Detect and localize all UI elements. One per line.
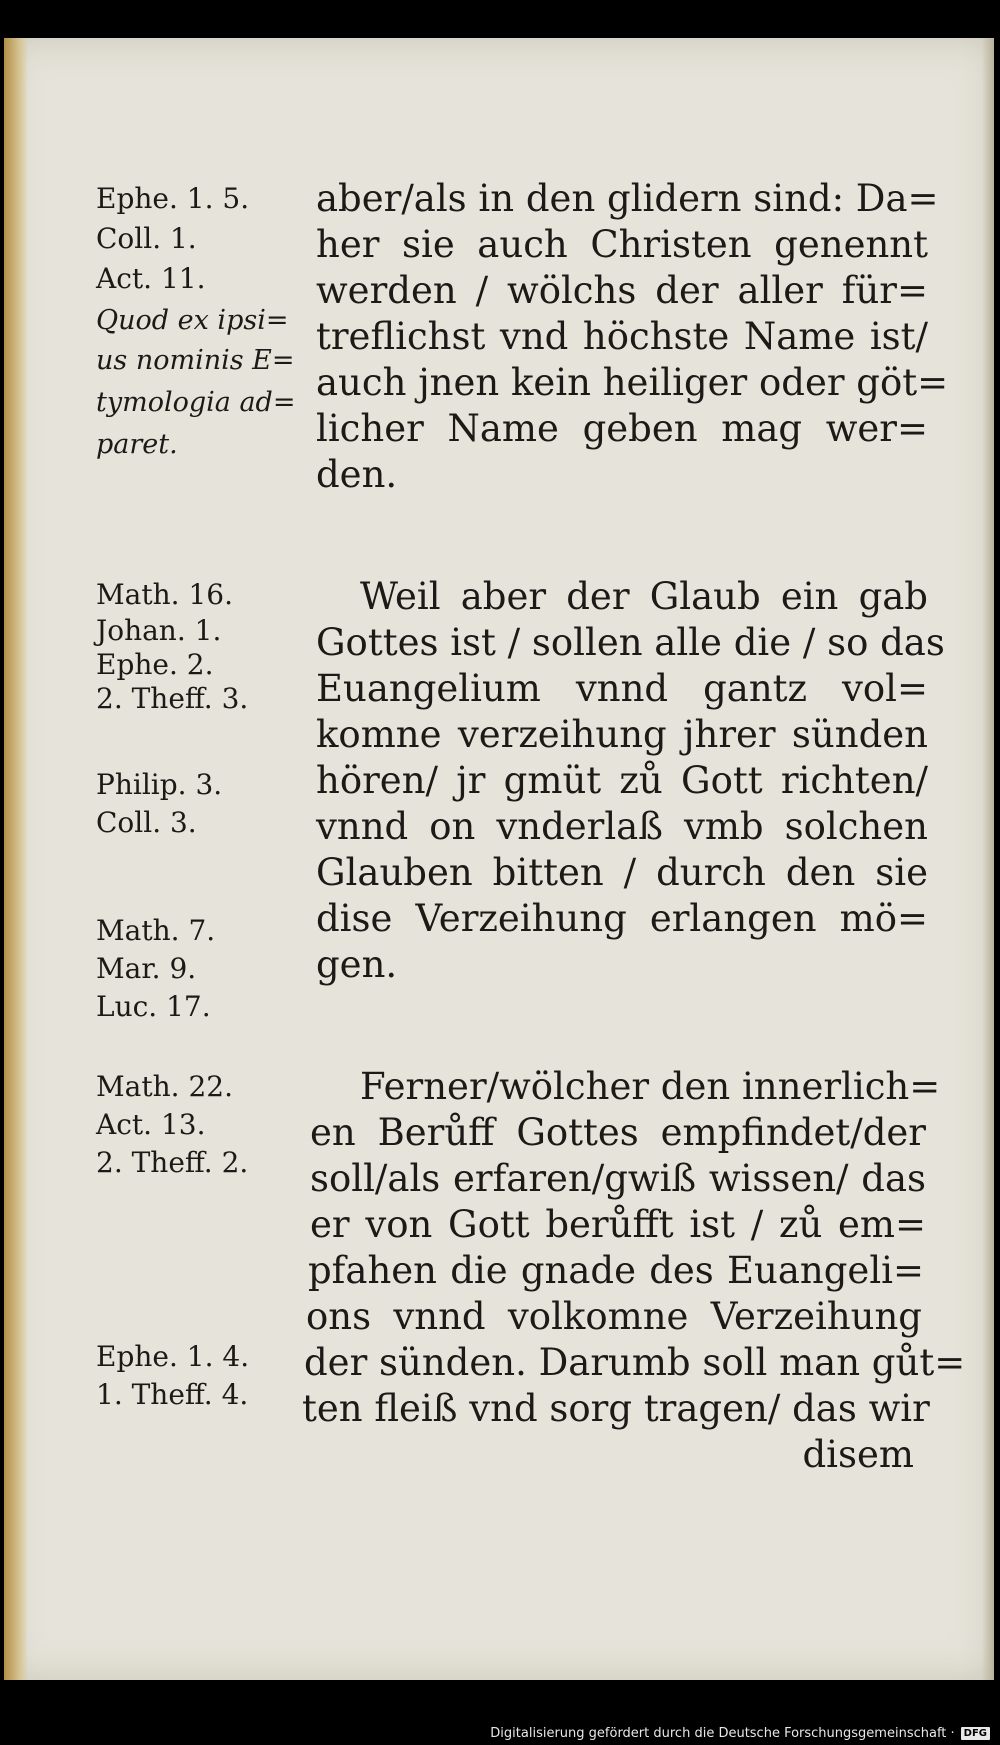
margin-note: Ephe. 1. 5. xyxy=(96,182,250,215)
text-line: soll/als erfaren/gwiß wissen/ das xyxy=(310,1157,926,1200)
text-line: Gottes ist / sollen alle die / so das xyxy=(316,621,945,664)
footer-credit-text: Digitalisierung gefördert durch die Deutsche Forschungsgemeinschaft · xyxy=(490,1726,955,1741)
margin-note: Johan. 1. xyxy=(96,614,222,647)
text-line: Ferner/wölcher den innerlich= xyxy=(360,1065,941,1108)
margin-note: Quod ex ipsi= xyxy=(96,305,289,336)
dfg-logo-icon: DFG xyxy=(961,1727,990,1740)
text-line: hören/ jr gmüt zů Gott richten/ xyxy=(316,759,928,802)
margin-note: Math. 16. xyxy=(96,578,233,611)
text-line: licher Name geben mag wer= xyxy=(316,407,928,450)
margin-note: tymologia ad= xyxy=(96,387,296,418)
margin-note: Act. 11. xyxy=(96,262,206,295)
margin-note: Math. 7. xyxy=(96,914,216,947)
margin-note: Math. 22. xyxy=(96,1070,233,1103)
margin-note: paret. xyxy=(96,429,178,460)
text-line: komne verzeihung jhrer sünden xyxy=(316,713,928,756)
margin-note: Philip. 3. xyxy=(96,768,223,801)
digitization-footer xyxy=(490,1726,990,1741)
margin-note: us nominis E= xyxy=(96,345,295,376)
margin-note: Coll. 1. xyxy=(96,222,197,255)
margin-note: Ephe. 1. 4. xyxy=(96,1340,250,1373)
margin-note: Act. 13. xyxy=(96,1108,206,1141)
margin-note: Ephe. 2. xyxy=(96,648,214,681)
margin-note: 2. Theff. 3. xyxy=(96,682,249,715)
text-line: werden / wölchs der aller für= xyxy=(316,269,928,312)
text-line: her sie auch Christen genennt xyxy=(316,223,928,266)
text-line: Glauben bitten / durch den sie xyxy=(316,851,928,894)
text-line: den. xyxy=(316,453,398,496)
book-page xyxy=(4,38,994,1680)
catchword: disem xyxy=(802,1433,914,1476)
margin-note: Mar. 9. xyxy=(96,952,197,985)
margin-note: Luc. 17. xyxy=(96,990,211,1023)
text-line: der sünden. Darumb soll man gůt= xyxy=(304,1341,966,1384)
page-edge-shadow xyxy=(982,38,994,1680)
text-line: en Berůff Gottes empfindet/der xyxy=(310,1111,926,1154)
margin-note: 1. Theff. 4. xyxy=(96,1378,249,1411)
text-line: auch jnen kein heiliger oder göt= xyxy=(316,361,949,404)
text-line: gen. xyxy=(316,943,398,986)
text-line: treflichst vnd höchste Name ist/ xyxy=(316,315,928,358)
margin-note: 2. Theff. 2. xyxy=(96,1146,249,1179)
margin-note: Coll. 3. xyxy=(96,806,197,839)
text-line: vnnd on vnderlaß vmb solchen xyxy=(316,805,928,848)
page-gutter-shadow xyxy=(4,38,28,1680)
text-line: er von Gott berůfft ist / zů em= xyxy=(310,1203,926,1246)
text-line: aber/als in den glidern sind: Da= xyxy=(316,177,939,220)
text-line: Euangelium vnnd gantz vol= xyxy=(316,667,928,710)
text-line: Weil aber der Glaub ein gab xyxy=(360,575,928,618)
text-line: ten fleiß vnd sorg tragen/ das wir xyxy=(302,1387,930,1430)
text-line: pfahen die gnade des Euangeli= xyxy=(308,1249,924,1292)
text-line: dise Verzeihung erlangen mö= xyxy=(316,897,928,940)
text-line: ons vnnd volkomne Verzeihung xyxy=(306,1295,922,1338)
